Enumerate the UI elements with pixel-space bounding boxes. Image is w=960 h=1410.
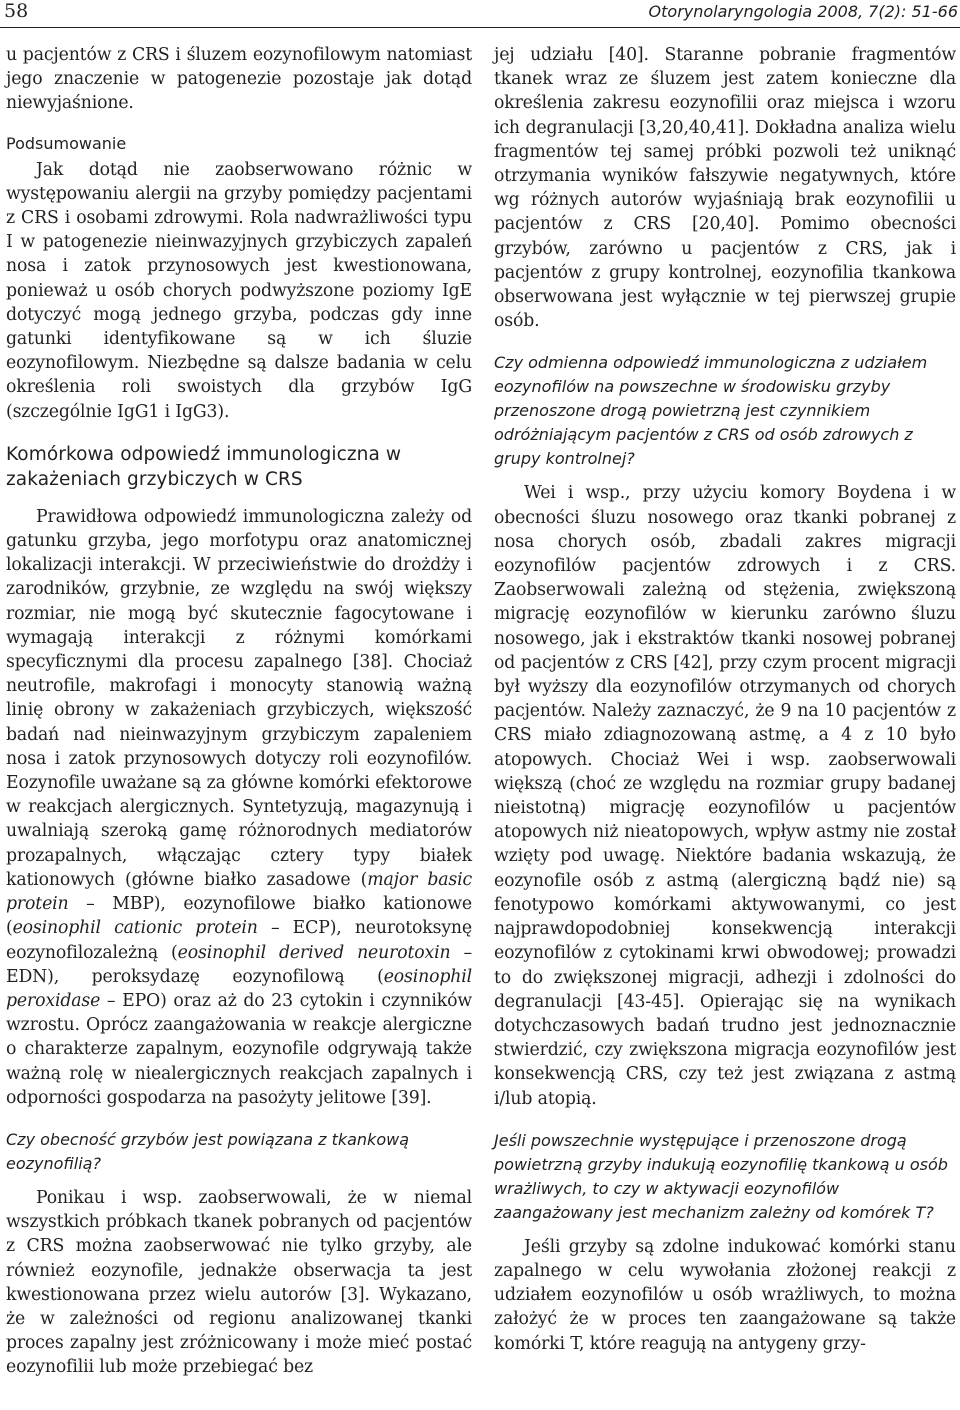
right-column bbox=[494, 43, 956, 1356]
term: eosinophil cationic protein bbox=[12, 918, 258, 939]
text-run: – MBP), eozynofilowe białko kationowe ( bbox=[6, 894, 472, 939]
paragraph: u pacjentów z CRS i śluzem eozynofilowym natomiast jego znaczenie w patogenezie pozostaje jak dotąd niewyjaśnione. bbox=[6, 45, 472, 114]
paragraph: Jeśli grzyby są zdolne indukować komórki stanu zapalnego w celu wywołania złożonej reakcji z udziałem eozynofilów u osób wrażliwych, to można założyć że w proces ten zaangażowane są także komórki T, które reagują na antygeny grzy- bbox=[494, 1236, 956, 1354]
text-run: Prawidłowa odpowiedź immunologiczna zależy od gatunku grzyba, jego morfotypu oraz anatomicznej lokalizacji interakcji. W przeciwieństwie do drożdży i zarodników, grzybnie, ze względu na swój większy rozmiar, nie mogą być skutecznie fagocytowane i wymagają interakcji z różnymi komórkami specyficznymi dla procesu zapalnego [38]. Chociaż neutrofile, makrofagi i monocyty stanowią ważną linię obrony w zakażeniach grzybiczych, większość badań nad nieinwazyjnym grzybiczym zapaleniem nosa i zatok przynosowych dotyczy roli eozynofilów. Eozynofile uważane są za główne komórki efektorowe w reakcjach alergicznych. Syntetyzują, magazynują i uwalniają szeroką gamę różnorodnych mediatorów prozapalnych, włączając cztery typy białek kationowych (główne białko zasadowe ( bbox=[6, 506, 472, 890]
subsection-heading-summary: Podsumowanie bbox=[6, 133, 127, 153]
text-run: – EPO) oraz aż do 23 cytokin i czynników wzrostu. Oprócz zaangażowania w reakcje alergiczne o charakterze zapalnym, eozynofile odgrywają także ważną rolę w niealergicznych reakcjach zapalnych i odporności gospodarza na pasożyty jelitowe [39]. bbox=[6, 990, 472, 1108]
text-run: – EDN), peroksydazę eozynofilową ( bbox=[6, 942, 472, 987]
term: eosinophil derived neurotoxin bbox=[177, 942, 451, 963]
page-header bbox=[0, 0, 960, 28]
page-number: 58 bbox=[4, 0, 29, 22]
question-heading: Czy odmienna odpowiedź immunologiczna z udziałem eozynofilów na powszechne w środowisku grzyby przenoszone drogą powietrzną jest czynnikiem odróżniającym pacjentów z CRS od osób zdrowych z grupy kontrolnej? bbox=[494, 353, 928, 469]
section-heading: Komórkowa odpowiedź immunologiczna w zakażeniach grzybiczych w CRS bbox=[6, 443, 402, 490]
left-column bbox=[6, 43, 472, 1380]
journal-citation: Otorynolaryngologia 2008, 7(2): 51-66 bbox=[648, 2, 958, 21]
paragraph: Jak dotąd nie zaobserwowano różnic w występowaniu alergii na grzyby pomiędzy pacjentami z CRS i osobami zdrowymi. Rola nadwrażliwości typu I w patogenezie nieinwazyjnych grzybiczych zapaleń nosa i zatok przynosowych jest kwestionowana, ponieważ u osób chorych podwyższone poziomy IgE dotyczyć mogą jednego grzyba, podczas gdy inne gatunki identyfikowane są w ich śluzie eozynofilowym. Niezbędne są dalsze badania w celu określenia roli swoistych dla grzybów IgG (szczególnie IgG1 i IgG3). bbox=[6, 159, 472, 422]
paragraph: Wei i wsp., przy użyciu komory Boydena i w obecności śluzu nosowego oraz tkanki pobranej z nosa chorych osób, zbadali zakres migracji eozynofilów pacjentów zdrowych i z CRS. Zaobserwowali zależną od stężenia, zwiększoną migrację eozynofilów w kierunku zarówno śluzu nosowego, jak i ekstraktów tkanki nosowej pobranej od pacjentów z CRS [42], przy czym procent migracji był wyższy dla eozynofilów otrzymanych od chorych pacjentów. Należy zaznaczyć, że 9 na 10 pacjentów z CRS miało zdiagnozowaną astmę, a 4 z 10 było atopowych. Chociaż Wei i wsp. zaobserwowali większą (choć ze względu na rozmiar grupy badanej nieistotną) migrację eozynofilów u pacjentów atopowych niż nieatopowych, wpływ astmy nie został wzięty pod uwagę. Niektóre badania wskazują, że eozynofile osób z astmą (alergiczną bądź nie) są fenotypowo komórkami aktywowanymi, co jest najprawdopodobniej konsekwencją interakcji eozynofilów z cytokinami krwi obwodowej; prowadzi to do zwiększonej migracji, adhezji i zdolności do degranulacji [43-45]. Opierając się na wynikach dotychczasowych badań trudno jest jednoznacznie stwierdzić, czy zwiększona migracja eozynofilów jest konsekwencją CRS, czy też jest związana z astmą i/lub atopią. bbox=[494, 483, 956, 1109]
text-run: – ECP), neurotoksynę eozynofilozależną ( bbox=[6, 918, 472, 963]
term: eosinophil peroxidase bbox=[6, 966, 472, 1011]
question-heading: Czy obecność grzybów jest powiązana z tkankową eozynofilią? bbox=[6, 1129, 409, 1173]
spacer bbox=[494, 333, 956, 351]
term: major basic protein bbox=[6, 869, 473, 915]
question-heading: Jeśli powszechnie występujące i przenoszone drogą powietrzną grzyby indukują eozynofilię tkankową u osób wrażliwych, to czy w aktywacji eozynofilów zaangażowany jest mechanizm zależny od komórek T? bbox=[494, 1130, 948, 1222]
paragraph bbox=[6, 505, 472, 1110]
paragraph: jej udziału [40]. Staranne pobranie fragmentów tkanek wraz ze śluzem jest zatem konieczne dla określenia zakresu eozynofilii oraz miejsca i wzoru ich degranulacji [3,20,40,41]. Dokładna analiza wielu fragmentów tej samej próbki pozwoli też uniknąć otrzymania wyników fałszywie negatywnych, które wg różnych autorów wyjaśniają brak eozynofilii u pacjentów z CRS [20,40]. Pomimo obecności grzybów, zarówno u pacjentów z CRS, jak i pacjentów z grupy kontrolnej, eozynofilia tkankowa obserwowana jest wyłącznie w tej pierwszej grupie osób. bbox=[494, 45, 956, 332]
header-rule bbox=[0, 27, 960, 28]
spacer bbox=[6, 1110, 472, 1128]
paragraph: Ponikau i wsp. zaobserwowali, że w niemal wszystkich próbkach tkanek pobranych od pacjentów z CRS można zaobserwować nie tylko grzyby, ale również eozynofile, jednakże obserwacja ta jest kwestionowana przez wielu autorów [3]. Wykazano, że w zależności od regionu analizowanej tkanki proces zapalny jest zróżnicowany i może mieć postać eozynofilii lub może przebiegać bez bbox=[6, 1187, 472, 1378]
spacer bbox=[494, 1111, 956, 1129]
